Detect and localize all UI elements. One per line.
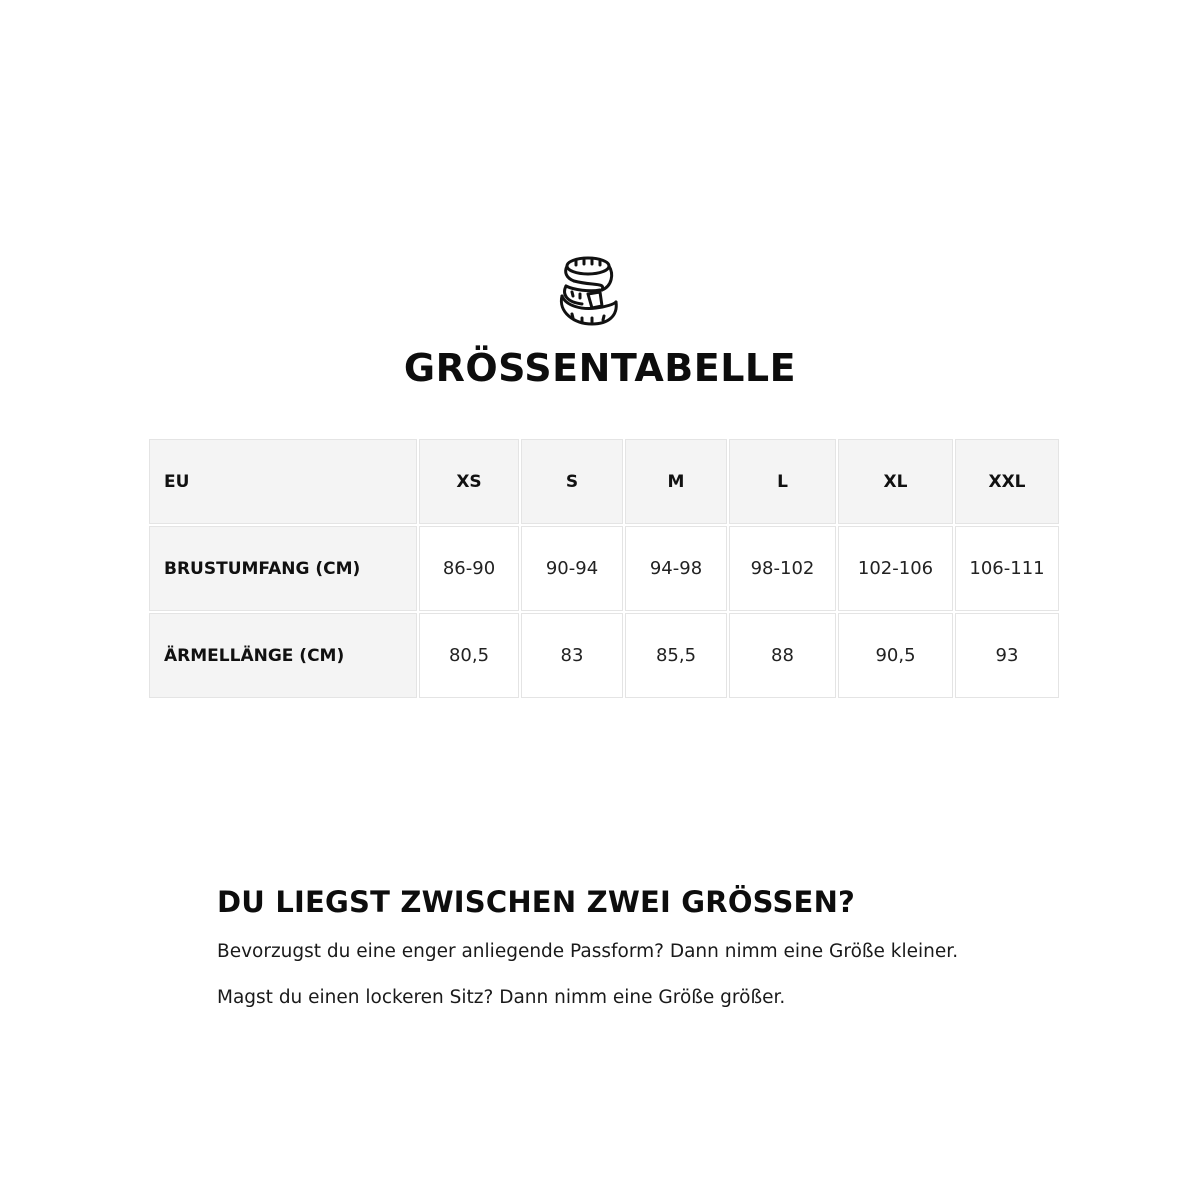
row-label-chest: BRUSTUMFANG (CM) [149,526,417,611]
table-row [149,526,1059,611]
table-row [149,613,1059,698]
header-cell-size: XXL [955,439,1059,524]
header-cell-size: L [729,439,836,524]
size-advice-line: Bevorzugst du eine enger anliegende Passform? Dann nimm eine Größe kleiner. [217,941,959,962]
table-cell: 93 [955,613,1059,698]
table-cell: 106-111 [955,526,1059,611]
table-cell: 85,5 [625,613,727,698]
table-cell: 83 [521,613,623,698]
header-cell-size: XS [419,439,519,524]
measuring-tape-icon [552,252,624,332]
table-cell: 94-98 [625,526,727,611]
table-cell: 98-102 [729,526,836,611]
table-cell: 90-94 [521,526,623,611]
header-cell-size: S [521,439,623,524]
header-cell-size: M [625,439,727,524]
table-cell: 80,5 [419,613,519,698]
size-advice-heading: DU LIEGST ZWISCHEN ZWEI GRÖSSEN? [217,885,856,919]
table-cell: 102-106 [838,526,953,611]
table-cell: 86-90 [419,526,519,611]
size-advice-line: Magst du einen lockeren Sitz? Dann nimm eine Größe größer. [217,987,786,1008]
size-table [147,437,1061,700]
table-cell: 88 [729,613,836,698]
header-cell-size: XL [838,439,953,524]
header-cell-region: EU [149,439,417,524]
page-title: GRÖSSENTABELLE [403,346,797,390]
table-cell: 90,5 [838,613,953,698]
size-advice [217,880,1117,1030]
table-header-row [149,439,1059,524]
row-label-sleeve: ÄRMELLÄNGE (CM) [149,613,417,698]
